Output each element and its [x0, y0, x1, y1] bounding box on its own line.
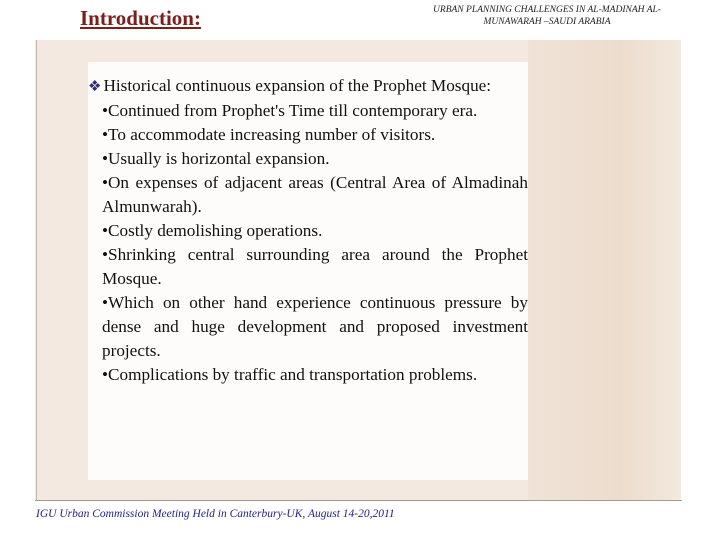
sub-point: •To accommodate increasing number of visitors.	[102, 125, 436, 144]
header-note: URBAN PLANNING CHALLENGES IN AL-MADINAH AL-MUNAWARAH –SAUDI ARABIA	[433, 5, 661, 27]
text-block	[88, 74, 528, 387]
sub-point: •Costly demolishing operations.	[102, 221, 323, 240]
slide-frame-border	[36, 40, 37, 500]
sub-point: •On expenses of adjacent areas (Central Area of Almadinah Almunwarah).	[102, 173, 528, 216]
sub-point: •Shrinking central surrounding area around the Prophet Mosque.	[102, 245, 528, 288]
sub-point: •Which on other hand experience continuous pressure by dense and huge development and proposed investment projects.	[102, 293, 528, 360]
footer-text: IGU Urban Commission Meeting Held in Canterbury-UK, August 14-20,2011	[36, 508, 395, 520]
slide-frame-side-panel	[528, 40, 681, 500]
sub-point: •Continued from Prophet's Time till contemporary era.	[102, 101, 478, 120]
diamond-bullet-icon: ❖	[88, 79, 102, 95]
footer-divider	[35, 500, 682, 501]
main-point-text: Historical continuous expansion of the Prophet Mosque:	[103, 76, 492, 95]
main-point	[88, 74, 528, 99]
sub-point: •Complications by traffic and transportation problems.	[102, 365, 478, 384]
slide-title: Introduction:	[80, 6, 201, 30]
sub-point: •Usually is horizontal expansion.	[102, 149, 330, 168]
sub-point-list	[88, 99, 528, 387]
